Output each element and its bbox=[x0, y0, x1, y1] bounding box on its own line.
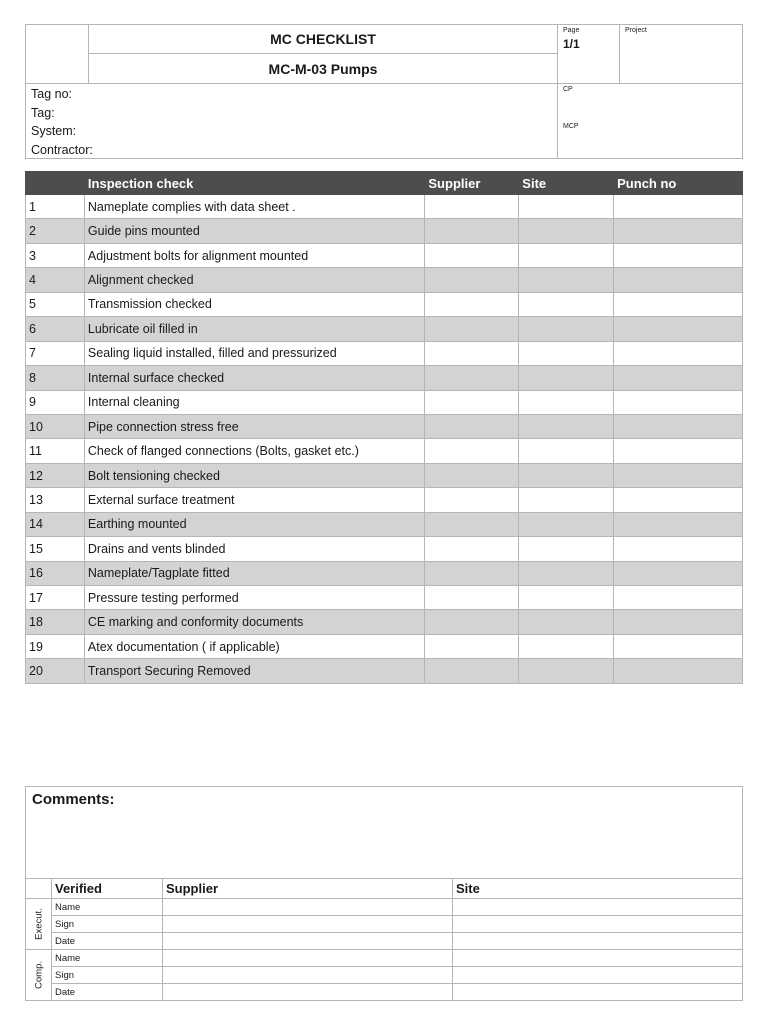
row-supplier-cell[interactable] bbox=[425, 243, 519, 267]
execut-name-label: Name bbox=[52, 899, 163, 916]
comp-date-row bbox=[26, 984, 743, 1001]
row-inspection-check: Pressure testing performed bbox=[84, 586, 424, 610]
document-number: MC-M-03 Pumps bbox=[268, 60, 378, 77]
col-header-punch-no: Punch no bbox=[614, 172, 743, 195]
comp-name-site[interactable] bbox=[453, 950, 743, 967]
row-punch-no-cell[interactable] bbox=[614, 366, 743, 390]
row-supplier-cell[interactable] bbox=[425, 414, 519, 438]
execut-date-label: Date bbox=[52, 933, 163, 950]
table-row bbox=[26, 659, 743, 683]
row-number: 15 bbox=[26, 537, 85, 561]
row-supplier-cell[interactable] bbox=[425, 317, 519, 341]
row-punch-no-cell[interactable] bbox=[614, 561, 743, 585]
execut-date-supplier[interactable] bbox=[163, 933, 453, 950]
table-row bbox=[26, 292, 743, 316]
row-inspection-check: Sealing liquid installed, filled and pressurized bbox=[84, 341, 424, 365]
row-number: 3 bbox=[26, 243, 85, 267]
comp-group-cell bbox=[26, 950, 52, 1001]
execut-name-row bbox=[26, 899, 743, 916]
row-supplier-cell[interactable] bbox=[425, 439, 519, 463]
project-label: Project bbox=[625, 27, 647, 34]
col-header-inspection-check: Inspection check bbox=[84, 172, 424, 195]
tag-no-field[interactable]: Tag no: bbox=[31, 87, 73, 101]
row-site-cell[interactable] bbox=[519, 414, 614, 438]
row-inspection-check: Internal surface checked bbox=[84, 366, 424, 390]
row-number: 4 bbox=[26, 268, 85, 292]
execut-sign-label: Sign bbox=[52, 916, 163, 933]
row-punch-no-cell[interactable] bbox=[614, 659, 743, 683]
table-row bbox=[26, 463, 743, 487]
tag-field[interactable]: Tag: bbox=[31, 105, 55, 120]
tag-info bbox=[26, 83, 557, 159]
table-row bbox=[26, 488, 743, 512]
table-row bbox=[26, 561, 743, 585]
project-box bbox=[620, 25, 743, 83]
row-number: 14 bbox=[26, 512, 85, 536]
checklist-header bbox=[25, 24, 743, 159]
verified-header: Verified bbox=[52, 879, 163, 899]
row-number: 18 bbox=[26, 610, 85, 634]
row-inspection-check: Atex documentation ( if applicable) bbox=[84, 634, 424, 658]
table-row bbox=[26, 634, 743, 658]
row-inspection-check: Transmission checked bbox=[84, 292, 424, 316]
row-number: 7 bbox=[26, 341, 85, 365]
row-site-cell[interactable] bbox=[519, 439, 614, 463]
system-field[interactable]: System: bbox=[31, 124, 77, 139]
row-site-cell[interactable] bbox=[519, 561, 614, 585]
execut-label: Execut. bbox=[33, 908, 44, 940]
row-punch-no-cell[interactable] bbox=[614, 317, 743, 341]
row-punch-no-cell[interactable] bbox=[614, 414, 743, 438]
row-supplier-cell[interactable] bbox=[425, 341, 519, 365]
row-site-cell[interactable] bbox=[519, 292, 614, 316]
execut-date-site[interactable] bbox=[453, 933, 743, 950]
execut-date-row bbox=[26, 933, 743, 950]
table-row bbox=[26, 243, 743, 267]
row-site-cell[interactable] bbox=[519, 317, 614, 341]
row-supplier-cell[interactable] bbox=[425, 586, 519, 610]
row-site-cell[interactable] bbox=[519, 610, 614, 634]
table-header-row bbox=[26, 172, 743, 195]
row-punch-no-cell[interactable] bbox=[614, 463, 743, 487]
row-supplier-cell[interactable] bbox=[425, 488, 519, 512]
row-inspection-check: CE marking and conformity documents bbox=[84, 610, 424, 634]
row-number: 1 bbox=[26, 195, 85, 219]
comments-label: Comments: bbox=[32, 791, 115, 808]
row-site-cell[interactable] bbox=[519, 586, 614, 610]
row-punch-no-cell[interactable] bbox=[614, 341, 743, 365]
contractor-field[interactable]: Contractor: bbox=[31, 143, 93, 158]
row-supplier-cell[interactable] bbox=[425, 195, 519, 219]
row-supplier-cell[interactable] bbox=[425, 292, 519, 316]
row-punch-no-cell[interactable] bbox=[614, 390, 743, 414]
row-supplier-cell[interactable] bbox=[425, 634, 519, 658]
row-inspection-check: Nameplate complies with data sheet . bbox=[84, 195, 424, 219]
row-site-cell[interactable] bbox=[519, 537, 614, 561]
row-punch-no-cell[interactable] bbox=[614, 537, 743, 561]
row-site-cell[interactable] bbox=[519, 390, 614, 414]
col-header-site: Site bbox=[519, 172, 614, 195]
comp-sign-row bbox=[26, 967, 743, 984]
table-row bbox=[26, 439, 743, 463]
cp-box bbox=[557, 83, 743, 159]
row-punch-no-cell[interactable] bbox=[614, 439, 743, 463]
row-punch-no-cell[interactable] bbox=[614, 292, 743, 316]
row-supplier-cell[interactable] bbox=[425, 659, 519, 683]
row-supplier-cell[interactable] bbox=[425, 512, 519, 536]
row-inspection-check: Nameplate/Tagplate fitted bbox=[84, 561, 424, 585]
cp-label: CP bbox=[563, 86, 573, 93]
row-punch-no-cell[interactable] bbox=[614, 610, 743, 634]
row-site-cell[interactable] bbox=[519, 268, 614, 292]
row-number: 17 bbox=[26, 586, 85, 610]
row-number: 20 bbox=[26, 659, 85, 683]
table-row bbox=[26, 414, 743, 438]
comp-name-supplier[interactable] bbox=[163, 950, 453, 967]
row-site-cell[interactable] bbox=[519, 463, 614, 487]
table-row bbox=[26, 317, 743, 341]
inspection-table bbox=[25, 171, 743, 684]
row-supplier-cell[interactable] bbox=[425, 537, 519, 561]
row-number: 11 bbox=[26, 439, 85, 463]
row-site-cell[interactable] bbox=[519, 659, 614, 683]
execut-name-supplier[interactable] bbox=[163, 899, 453, 916]
row-supplier-cell[interactable] bbox=[425, 268, 519, 292]
execut-group-cell bbox=[26, 899, 52, 950]
row-number: 2 bbox=[26, 219, 85, 243]
row-number: 8 bbox=[26, 366, 85, 390]
row-supplier-cell[interactable] bbox=[425, 561, 519, 585]
verification-table bbox=[25, 878, 743, 1001]
verification-corner bbox=[26, 879, 52, 899]
row-inspection-check: Check of flanged connections (Bolts, gasket etc.) bbox=[84, 439, 424, 463]
row-inspection-check: Alignment checked bbox=[84, 268, 424, 292]
row-inspection-check: Transport Securing Removed bbox=[84, 659, 424, 683]
table-row bbox=[26, 390, 743, 414]
logo-area bbox=[26, 25, 89, 83]
row-site-cell[interactable] bbox=[519, 488, 614, 512]
row-supplier-cell[interactable] bbox=[425, 366, 519, 390]
execut-sign-row bbox=[26, 916, 743, 933]
row-site-cell[interactable] bbox=[519, 341, 614, 365]
table-row bbox=[26, 512, 743, 536]
row-punch-no-cell[interactable] bbox=[614, 195, 743, 219]
execut-sign-supplier[interactable] bbox=[163, 916, 453, 933]
row-punch-no-cell[interactable] bbox=[614, 586, 743, 610]
page-value: 1/1 bbox=[563, 37, 580, 51]
row-number: 9 bbox=[26, 390, 85, 414]
col-header-supplier: Supplier bbox=[425, 172, 519, 195]
comp-name-row bbox=[26, 950, 743, 967]
row-number: 12 bbox=[26, 463, 85, 487]
row-punch-no-cell[interactable] bbox=[614, 243, 743, 267]
comp-name-label: Name bbox=[52, 950, 163, 967]
comp-date-label: Date bbox=[52, 984, 163, 1001]
page-box bbox=[557, 25, 620, 83]
row-punch-no-cell[interactable] bbox=[614, 512, 743, 536]
table-row bbox=[26, 366, 743, 390]
execut-sign-site[interactable] bbox=[453, 916, 743, 933]
row-site-cell[interactable] bbox=[519, 243, 614, 267]
comp-sign-label: Sign bbox=[52, 967, 163, 984]
row-supplier-cell[interactable] bbox=[425, 219, 519, 243]
mcp-label: MCP bbox=[563, 123, 579, 130]
row-number: 16 bbox=[26, 561, 85, 585]
row-inspection-check: Bolt tensioning checked bbox=[84, 463, 424, 487]
row-punch-no-cell[interactable] bbox=[614, 488, 743, 512]
col-header-no bbox=[26, 172, 85, 195]
row-inspection-check: Earthing mounted bbox=[84, 512, 424, 536]
comp-date-supplier[interactable] bbox=[163, 984, 453, 1001]
verification-header-row bbox=[26, 879, 743, 899]
row-number: 13 bbox=[26, 488, 85, 512]
row-site-cell[interactable] bbox=[519, 634, 614, 658]
row-site-cell[interactable] bbox=[519, 219, 614, 243]
row-supplier-cell[interactable] bbox=[425, 463, 519, 487]
document-title: MC CHECKLIST bbox=[89, 25, 557, 54]
comments-box[interactable] bbox=[25, 786, 743, 878]
page-label: Page bbox=[563, 27, 580, 34]
row-number: 5 bbox=[26, 292, 85, 316]
row-punch-no-cell[interactable] bbox=[614, 219, 743, 243]
comp-date-site[interactable] bbox=[453, 984, 743, 1001]
execut-name-site[interactable] bbox=[453, 899, 743, 916]
row-inspection-check: Internal cleaning bbox=[84, 390, 424, 414]
table-row bbox=[26, 341, 743, 365]
site-header: Site bbox=[453, 879, 743, 899]
row-site-cell[interactable] bbox=[519, 195, 614, 219]
row-inspection-check: Drains and vents blinded bbox=[84, 537, 424, 561]
comp-sign-supplier[interactable] bbox=[163, 967, 453, 984]
row-number: 6 bbox=[26, 317, 85, 341]
row-inspection-check: Pipe connection stress free bbox=[84, 414, 424, 438]
row-number: 19 bbox=[26, 634, 85, 658]
row-inspection-check: Guide pins mounted bbox=[84, 219, 424, 243]
table-row bbox=[26, 268, 743, 292]
comp-sign-site[interactable] bbox=[453, 967, 743, 984]
table-row bbox=[26, 537, 743, 561]
row-number: 10 bbox=[26, 414, 85, 438]
row-inspection-check: External surface treatment bbox=[84, 488, 424, 512]
table-row bbox=[26, 586, 743, 610]
row-supplier-cell[interactable] bbox=[425, 610, 519, 634]
supplier-header: Supplier bbox=[163, 879, 453, 899]
row-inspection-check: Adjustment bolts for alignment mounted bbox=[84, 243, 424, 267]
row-site-cell[interactable] bbox=[519, 366, 614, 390]
table-row bbox=[26, 219, 743, 243]
row-punch-no-cell[interactable] bbox=[614, 268, 743, 292]
row-inspection-check: Lubricate oil filled in bbox=[84, 317, 424, 341]
row-punch-no-cell[interactable] bbox=[614, 634, 743, 658]
table-row bbox=[26, 610, 743, 634]
row-site-cell[interactable] bbox=[519, 512, 614, 536]
row-supplier-cell[interactable] bbox=[425, 390, 519, 414]
table-row bbox=[26, 195, 743, 219]
comp-label: Comp. bbox=[33, 961, 44, 989]
